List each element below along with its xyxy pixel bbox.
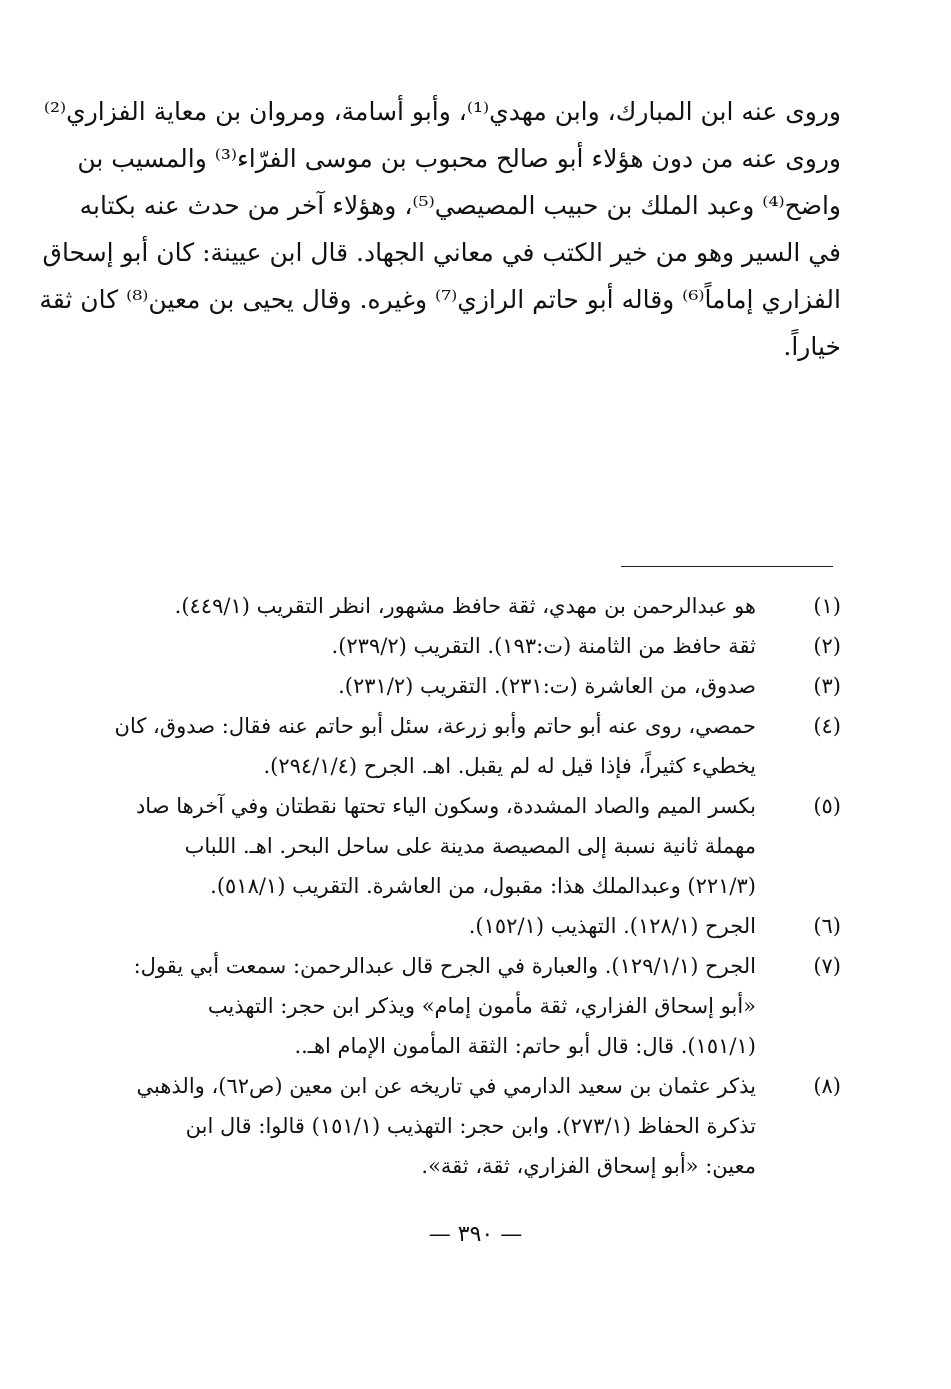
footnote-body xyxy=(106,626,756,666)
main-text-line: الفزاري إماماً⁽⁶⁾ وقاله أبو حاتم الرازي⁽⁷⁾ وغيره. وقال يحيى بن معين⁽⁸⁾ كان ثقة xyxy=(39,285,841,314)
footnote-line: هو عبدالرحمن بن مهدي، ثقة حافظ مشهور، انظر التقريب (٤٤٩/١). xyxy=(174,594,756,618)
footnote-number: (٦) xyxy=(813,914,841,938)
main-text-line: وروى عنه من دون هؤلاء أبو صالح محبوب بن موسى الفرّاء⁽³⁾ والمسيب بن xyxy=(77,144,841,173)
footnote-line: (٢٢١/٣) وعبدالملك هذا: مقبول، من العاشرة. التقريب (٥١٨/١). xyxy=(210,874,756,898)
footnote-line: الجرح (١٢٨/١). التهذيب (١٥٢/١). xyxy=(468,914,756,938)
footnote-number: (٣) xyxy=(813,674,841,698)
footnote-3 xyxy=(106,666,841,706)
footnote-5 xyxy=(106,786,841,906)
footnote-2 xyxy=(106,626,841,666)
main-text-line: واضح⁽⁴⁾ وعبد الملك بن حبيب المصيصي⁽⁵⁾، وهؤلاء آخر من حدث عنه بكتابه xyxy=(79,191,841,220)
footnote-body xyxy=(106,666,756,706)
footnote-line: تذكرة الحفاظ (٢٧٣/١). وابن حجر: التهذيب (١٥١/١) قالوا: قال ابن xyxy=(185,1114,756,1138)
footnote-7 xyxy=(106,946,841,1066)
footnote-line: معين: «أبو إسحاق الفزاري، ثقة، ثقة». xyxy=(421,1154,756,1178)
footnote-line: ثقة حافظ من الثامنة (ت:١٩٣). التقريب (٢٣٩/٢). xyxy=(331,634,756,658)
footnote-body xyxy=(106,946,756,1066)
footnote-1 xyxy=(106,586,841,626)
footnote-line: يذكر عثمان بن سعيد الدارمي في تاريخه عن ابن معين (ص٦٢)، والذهبي xyxy=(136,1074,756,1098)
footnote-4 xyxy=(106,706,841,786)
main-text xyxy=(39,88,841,370)
footnote-line: مهملة ثانية نسبة إلى المصيصة مدينة على ساحل البحر. اهـ. اللباب xyxy=(184,834,756,858)
footnote-line: «أبو إسحاق الفزاري، ثقة مأمون إمام» ويذكر ابن حجر: التهذيب xyxy=(207,994,756,1018)
footnote-number: (٥) xyxy=(813,794,841,818)
footnote-body xyxy=(106,586,756,626)
footnote-body xyxy=(106,1066,756,1186)
footnote-line: يخطيء كثيراً، فإذا قيل له لم يقبل. اهـ. الجرح (٢٩٤/١/٤). xyxy=(263,754,756,778)
footnote-number: (٤) xyxy=(813,714,841,738)
footnote-line: بكسر الميم والصاد المشددة، وسكون الياء تحتها نقطتان وفي آخرها صاد xyxy=(135,794,756,818)
footnote-number: (٢) xyxy=(813,634,841,658)
main-text-line: خياراً. xyxy=(783,332,841,361)
main-text-line: في السير وهو من خير الكتب في معاني الجهاد. قال ابن عيينة: كان أبو إسحاق xyxy=(42,238,841,267)
footnote-number: (٨) xyxy=(813,1074,841,1098)
footnote-body xyxy=(106,706,756,786)
footnote-separator xyxy=(621,566,833,567)
footnote-6 xyxy=(106,906,841,946)
page-number: — ٣٩٠ — xyxy=(428,1222,523,1247)
footnote-line: الجرح (١٢٩/١/١). والعبارة في الجرح قال عبدالرحمن: سمعت أبي يقول: xyxy=(133,954,756,978)
footnote-line: صدوق، من العاشرة (ت:٢٣١). التقريب (٢٣١/٢). xyxy=(338,674,756,698)
footnote-number: (٧) xyxy=(813,954,841,978)
footnote-line: (١٥١/١). قال: قال أبو حاتم: الثقة المأمون الإمام اهـ.. xyxy=(294,1034,756,1058)
footnote-body xyxy=(106,786,756,906)
footnote-number: (١) xyxy=(813,594,841,618)
main-text-line: وروى عنه ابن المبارك، وابن مهدي⁽¹⁾، وأبو أسامة، ومروان بن معاية الفزاري⁽²⁾ xyxy=(43,97,841,126)
footnote-body xyxy=(106,906,756,946)
footnotes xyxy=(106,586,841,1186)
footnote-8 xyxy=(106,1066,841,1186)
footnote-line: حمصي، روى عنه أبو حاتم وأبو زرعة، سئل أبو حاتم عنه فقال: صدوق، كان xyxy=(114,714,756,738)
